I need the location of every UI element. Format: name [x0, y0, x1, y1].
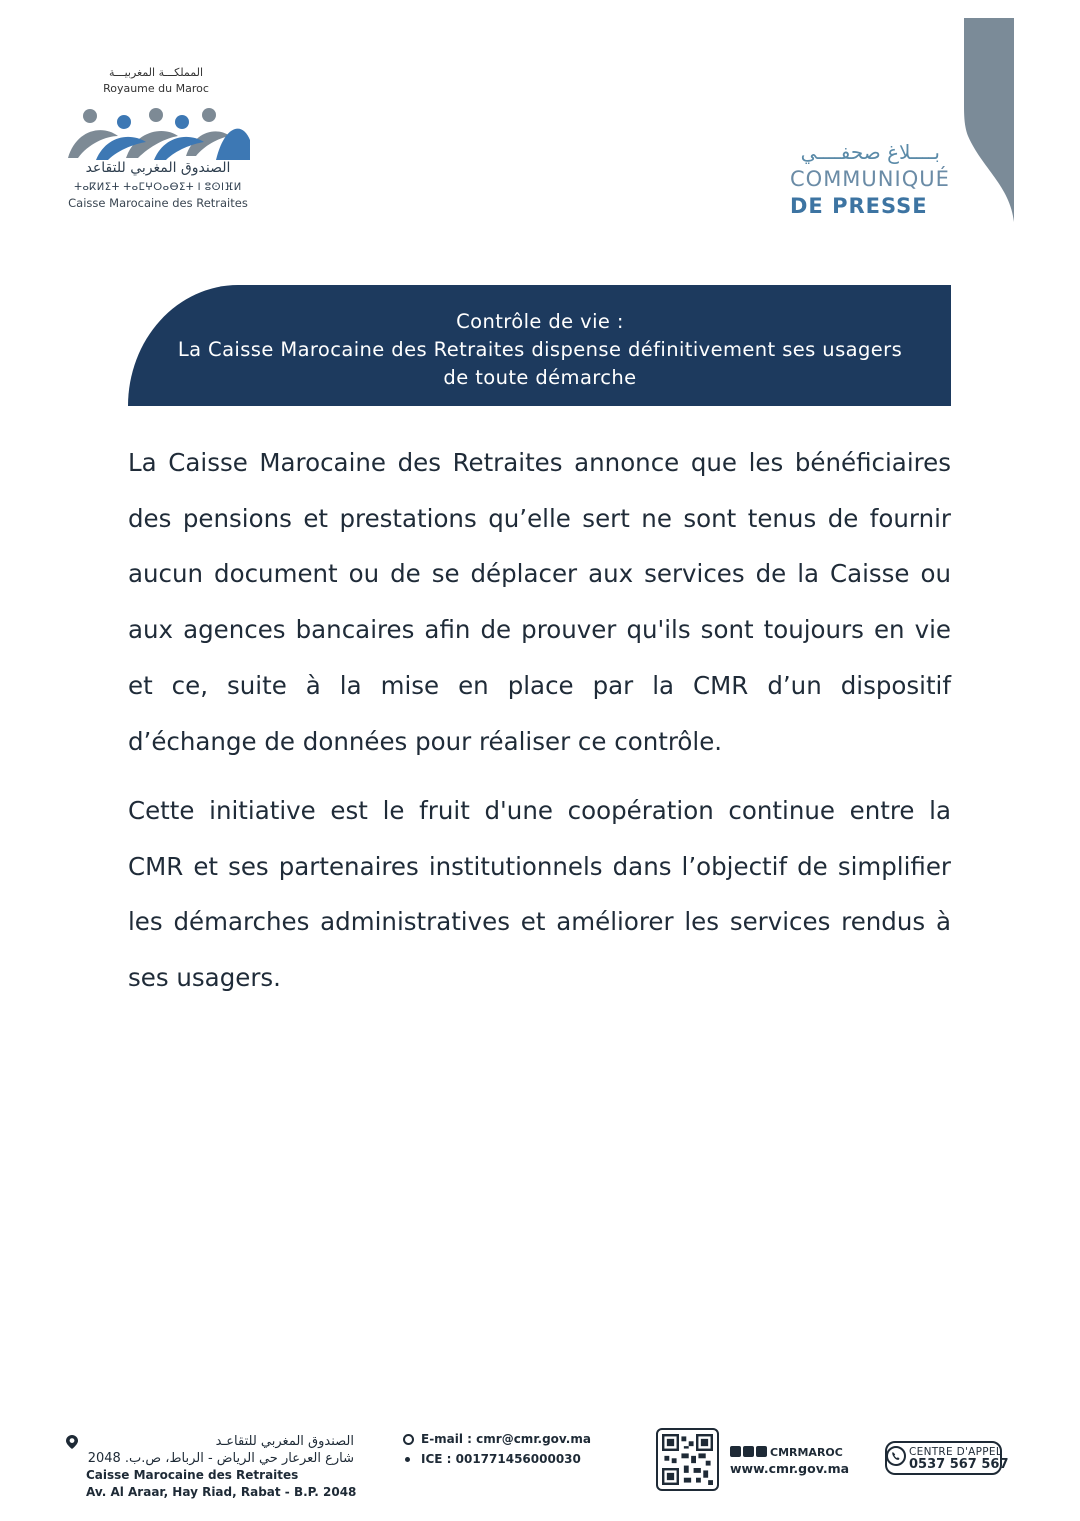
address-arabic-line-2: شارع العرعار حي الرياض - الرباط، ص.ب. 2048 — [87, 1451, 354, 1466]
social-icons — [730, 1446, 769, 1457]
qr-code-icon[interactable] — [656, 1428, 719, 1491]
footer-ice: ICE : 001771456000030 — [421, 1452, 581, 1466]
address-french-line-2: Av. Al Araar, Hay Riad, Rabat - B.P. 2048 — [86, 1485, 357, 1499]
communique-title-french: COMMUNIQUÉ — [790, 167, 950, 191]
location-pin-icon — [66, 1435, 78, 1449]
banner-line-1: Contrôle de vie : — [456, 310, 624, 333]
linkedin-icon[interactable] — [756, 1446, 767, 1457]
footer-website-link[interactable]: www.cmr.gov.ma — [730, 1461, 850, 1476]
banner-line-3: de toute démarche — [443, 366, 637, 389]
footer-address — [86, 1433, 356, 1501]
youtube-icon[interactable] — [743, 1446, 754, 1457]
kingdom-name-arabic: المملكـــة المغربيـــة — [109, 66, 203, 79]
facebook-icon[interactable] — [730, 1446, 741, 1457]
banner-line-2: La Caisse Marocaine des Retraites dispense définitivement ses usagers — [177, 338, 903, 361]
body-paragraph-1: La Caisse Marocaine des Retraites annonce que les bénéficiaires des pensions et prestations qu’elle sert ne sont tenus de fournir aucun document ou de se déplacer aux services de la Caisse ou aux agences bancaires afin de prouver qu'ils sont toujours en vie et ce, suite à la mise en place par la CMR d’un dispositif d’échange de données pour réaliser ce contrôle. — [128, 448, 951, 756]
kingdom-name-french: Royaume du Maroc — [103, 82, 209, 95]
logo-name-arabic: الصندوق المغربي للتقاعد — [85, 160, 231, 176]
corner-decoration-icon — [962, 18, 1016, 222]
body-paragraph-2: Cette initiative est le fruit d'une coopération continue entre la CMR et ses partenaires institutionnels dans l’objectif de simplifier les démarches administratives et améliorer les services rendus à ses usagers. — [128, 796, 951, 993]
cmr-logo-icon — [66, 106, 250, 160]
call-center-label: CENTRE D'APPEL — [909, 1446, 1003, 1458]
email-icon — [403, 1434, 414, 1445]
address-french-line-1: Caisse Marocaine des Retraites — [86, 1468, 299, 1482]
communique-subtitle-french: DE PRESSE — [790, 194, 928, 218]
footer-email[interactable]: E-mail : cmr@cmr.gov.ma — [421, 1432, 591, 1446]
call-center-number[interactable]: 0537 567 567 — [909, 1457, 1009, 1472]
logo-name-french: Caisse Marocaine des Retraites — [68, 196, 248, 210]
address-arabic-line-1: الصندوق المغربي للتقاعـد — [215, 1434, 354, 1449]
phone-icon — [886, 1446, 906, 1466]
logo-name-tifinagh: ⵜⴰⴽⵍⵉⵜ ⵜⴰⵎⵖⵔⴰⴱⵉⵜ ⵏ ⵓⵙⵏⴼⵍ — [74, 182, 242, 193]
banner-title — [150, 308, 930, 392]
communique-title-arabic: بــــلاغ صحفــــي — [800, 140, 940, 164]
footer-social-handle[interactable]: CMRMAROC — [770, 1446, 843, 1459]
ice-bullet-icon — [405, 1457, 410, 1462]
